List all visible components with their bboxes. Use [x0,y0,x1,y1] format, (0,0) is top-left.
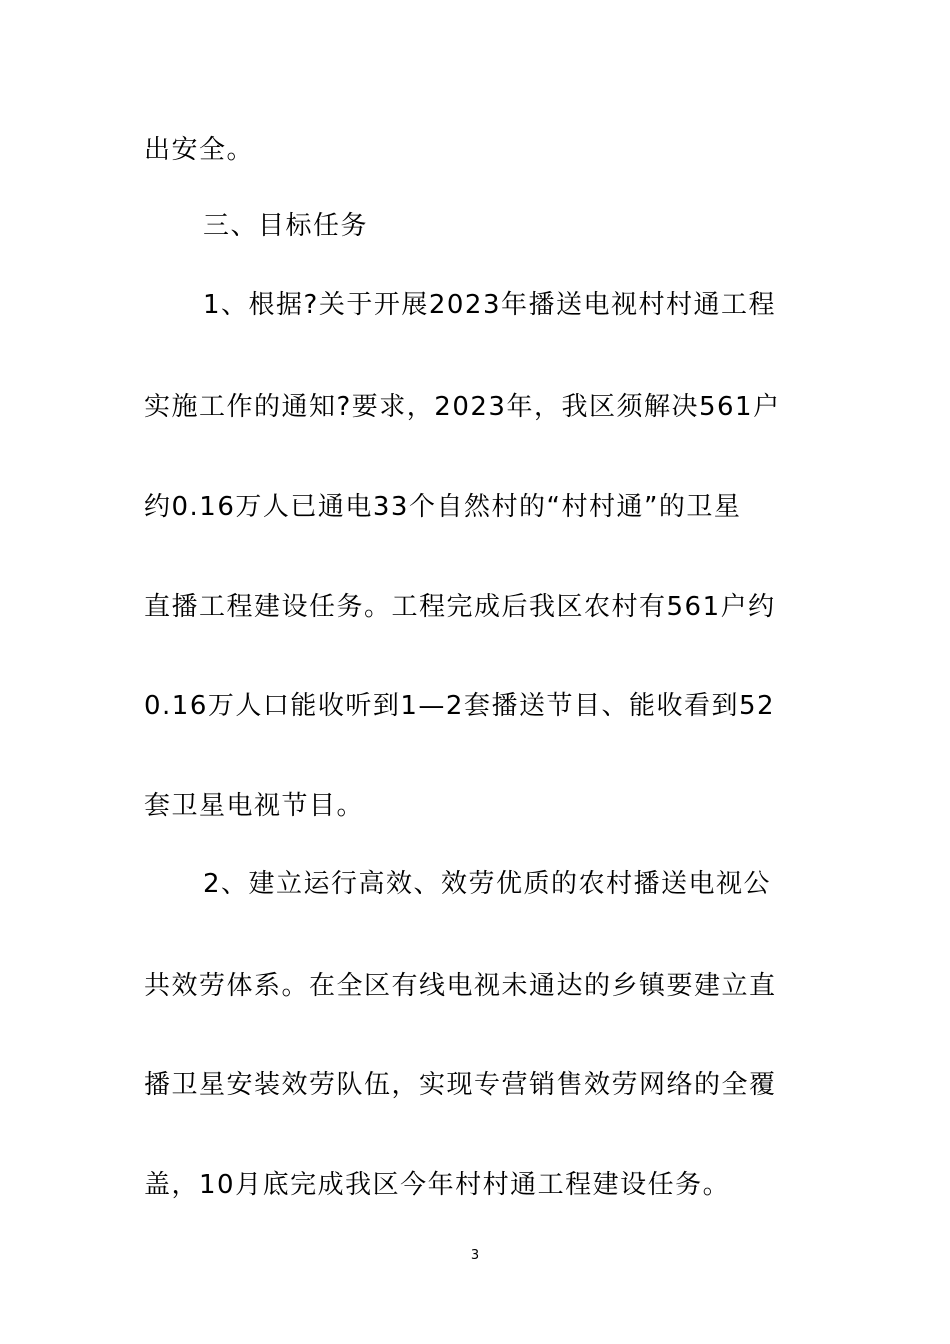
text-line-5: 约0.16万人已通电33个自然村的“村村通”的卫星 [144,492,742,522]
text-line-3: 1、根据?关于开展2023年播送电视村村通工程 [203,290,777,320]
text-line-7: 0.16万人口能收听到1—2套播送节目、能收看到52 [144,691,776,721]
text-line-10: 共效劳体系。在全区有线电视未通达的乡镇要建立直 [144,971,777,1001]
text-line-12: 盖，10月底完成我区今年村村通工程建设任务。 [144,1170,731,1200]
page-number: 3 [470,1248,480,1263]
text-line-8: 套卫星电视节目。 [144,791,365,821]
text-line-4: 实施工作的通知?要求，2023年，我区须解决561户 [144,392,781,422]
text-line-9: 2、建立运行高效、效劳优质的农村播送电视公 [203,869,772,899]
section-heading: 三、目标任务 [203,211,369,241]
text-line-11: 播卫星安装效劳队伍，实现专营销售效劳网络的全覆 [144,1070,777,1100]
text-line-6: 直播工程建设任务。工程完成后我区农村有561户约 [144,592,776,622]
text-line-1: 出安全。 [144,135,255,165]
